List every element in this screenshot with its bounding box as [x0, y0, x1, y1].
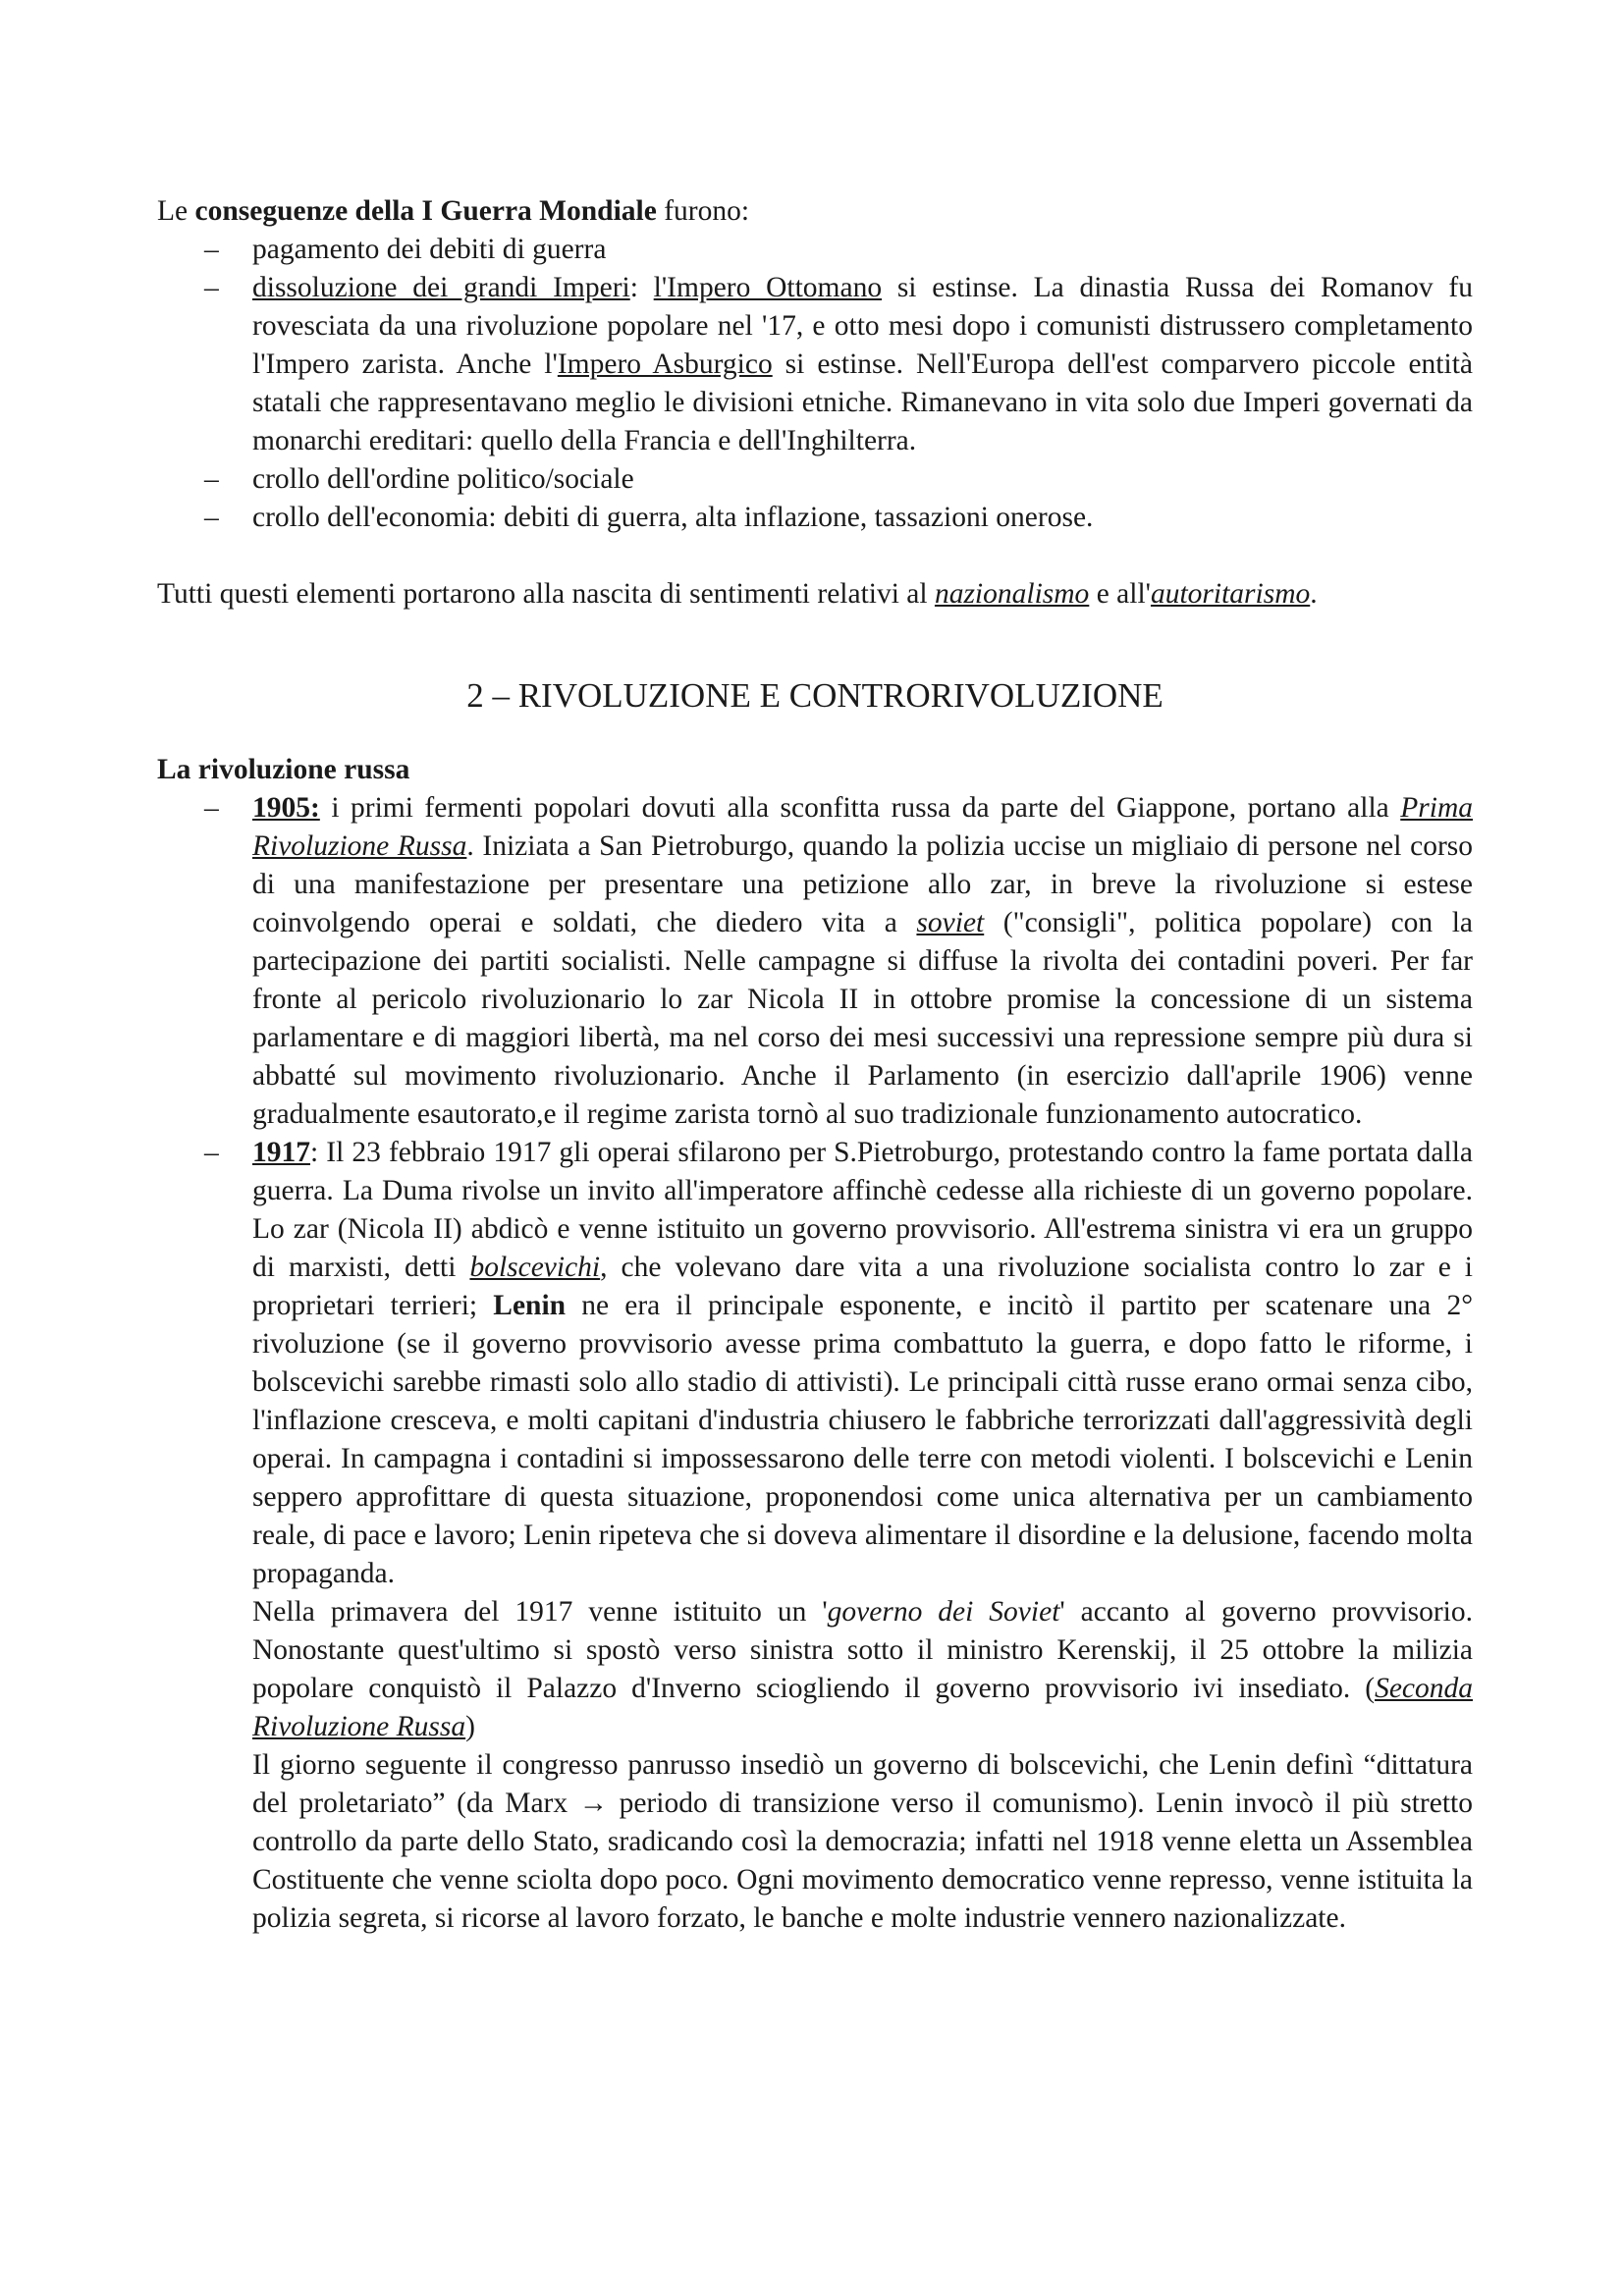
- link-dissoluzione-imperi[interactable]: dissoluzione dei grandi Imperi: [252, 272, 630, 303]
- paragraph-1917-a: – 1917: Il 23 febbraio 1917 gli operai sfilarono per S.Pietroburgo, protestando contro la fame portata dalla guerra. La Duma rivolse un invito all'imperatore affinchè cedesse alla richieste di un governo popolare. Lo zar (Nicola II) abdicò e venne istituito un governo provvisorio. All'estrema sinistra vi era un gruppo di marxisti, detti bolscevichi, che volevano dare vita a una rivoluzione socialista contro lo zar e i proprietari terrieri; Lenin ne era il principale esponente, e incitò il partito per scatenare una 2° rivoluzione (se il governo provvisorio avesse prima combattuto la guerra, e dopo fatto le riforme, i bolscevichi sarebbe rimasti solo allo stadio di attivisti). Le principali città russe erano ormai senza cibo, l'inflazione cresceva, e molti capitani d'industria chiusero le fabbriche terrorizzati dall'aggressività degli operai. In campagna i contadini si impossessarono delle terre con metodi violenti. I bolscevichi e Lenin seppero approfittare di questa situazione, proponendosi come unica alternativa per un cambiamento reale, di pace e lavoro; Lenin ripeteva che si doveva alimentare il disordine e la delusione, facendo molta propaganda.: [252, 1137, 1473, 1589]
- subsection-title: La rivoluzione russa: [157, 754, 410, 785]
- governo-soviet-term: governo dei Soviet: [827, 1596, 1060, 1628]
- events-list: [157, 789, 1473, 1938]
- list-item: – crollo dell'ordine politico/sociale: [252, 460, 1473, 499]
- link-bolscevichi[interactable]: bolscevichi: [469, 1252, 601, 1283]
- intro-suffix: furono:: [656, 195, 750, 227]
- paragraph-1917-c: Il giorno seguente il congresso panrusso insediò un governo di bolscevichi, che Lenin definì “dittatura del proletariato” (da Marx → periodo di transizione verso il comunismo). Lenin invocò il più stretto controllo da parte dello Stato, sradicando così la democrazia; infatti nel 1918 venne eletta un Assemblea Costituente che venne sciolta dopo poco. Ogni movimento democratico venne represso, venne istituita la polizia segreta, si ricorse al lavoro forzato, le banche e molte industrie vennero nazionalizzate.: [252, 1749, 1473, 1934]
- list-item: – crollo dell'economia: debiti di guerra, alta inflazione, tassazioni onerose.: [252, 499, 1473, 537]
- link-impero-ottomano[interactable]: l'Impero Ottomano: [653, 272, 883, 303]
- link-impero-asburgico[interactable]: Impero Asburgico: [557, 348, 773, 380]
- list-item: – 1905: i primi fermenti popolari dovuti alla sconfitta russa da parte del Giappone, portano alla Prima Rivoluzione Russa. Iniziata a San Pietroburgo, quando la polizia uccise un migliaio di persone nel corso di una manifestazione per presentare una petizione allo zar, in breve la rivoluzione si estese coinvolgendo operai e soldati, che diedero vita a soviet ("consigli", politica popolare) con la partecipazione dei partiti socialisti. Nelle campagne si diffuse la rivolta dei contadini poveri. Per far fronte al pericolo rivoluzionario lo zar Nicola II in ottobre promise la concessione di un sistema parlamentare e di maggiori libertà, ma nel corso dei mesi successivi una repressione sempre più dura si abbatté sul movimento rivoluzionario. Anche il Parlamento (in esercizio dall'aprile 1906) venne gradualmente esautorato,e il regime zarista tornò al suo tradizionale funzionamento autocratico.: [252, 789, 1473, 1134]
- intro-bold-term: conseguenze della I Guerra Mondiale: [194, 195, 657, 227]
- year-1917: 1917: [252, 1137, 310, 1168]
- intro-prefix: Le: [157, 195, 195, 227]
- intro-paragraph: [157, 192, 1473, 231]
- link-autoritarismo[interactable]: autoritarismo: [1150, 578, 1311, 610]
- year-1905: 1905:: [252, 792, 320, 824]
- section-title: 2 – RIVOLUZIONE E CONTRORIVOLUZIONE: [466, 676, 1163, 715]
- consequences-list: [157, 231, 1473, 537]
- summary-paragraph: Tutti questi elementi portarono alla nascita di sentimenti relativi al nazionalismo e all'autoritarismo.: [157, 578, 1318, 610]
- paragraph-1917-b: Nella primavera del 1917 venne istituito un 'governo dei Soviet' accanto al governo provvisorio. Nonostante quest'ultimo si spostò verso sinistra sotto il ministro Kerenskij, il 25 ottobre la milizia popolare conquistò il Palazzo d'Inverno sciogliendo il governo provvisorio ivi insediato. (Seconda Rivoluzione Russa): [252, 1596, 1473, 1742]
- link-nazionalismo[interactable]: nazionalismo: [934, 578, 1090, 610]
- lenin-bold: Lenin: [493, 1290, 567, 1321]
- link-seconda-rivoluzione[interactable]: Seconda Rivoluzione Russa: [252, 1673, 1473, 1742]
- list-item: [252, 1134, 1473, 1938]
- list-item: – pagamento dei debiti di guerra: [252, 231, 1473, 269]
- link-prima-rivoluzione[interactable]: Prima Rivoluzione Russa: [252, 792, 1473, 862]
- link-soviet[interactable]: soviet: [916, 907, 985, 938]
- list-item: – dissoluzione dei grandi Imperi: l'Impero Ottomano si estinse. La dinastia Russa dei Romanov fu rovesciata da una rivoluzione popolare nel '17, e otto mesi dopo i comunisti distrussero completamento l'Impero zarista. Anche l'Impero Asburgico si estinse. Nell'Europa dell'est comparvero piccole entità statali che rappresentavano meglio le divisioni etniche. Rimanevano in vita solo due Imperi governati da monarchi ereditari: quello della Francia e dell'Inghilterra.: [252, 269, 1473, 460]
- page-content: [157, 192, 1473, 1938]
